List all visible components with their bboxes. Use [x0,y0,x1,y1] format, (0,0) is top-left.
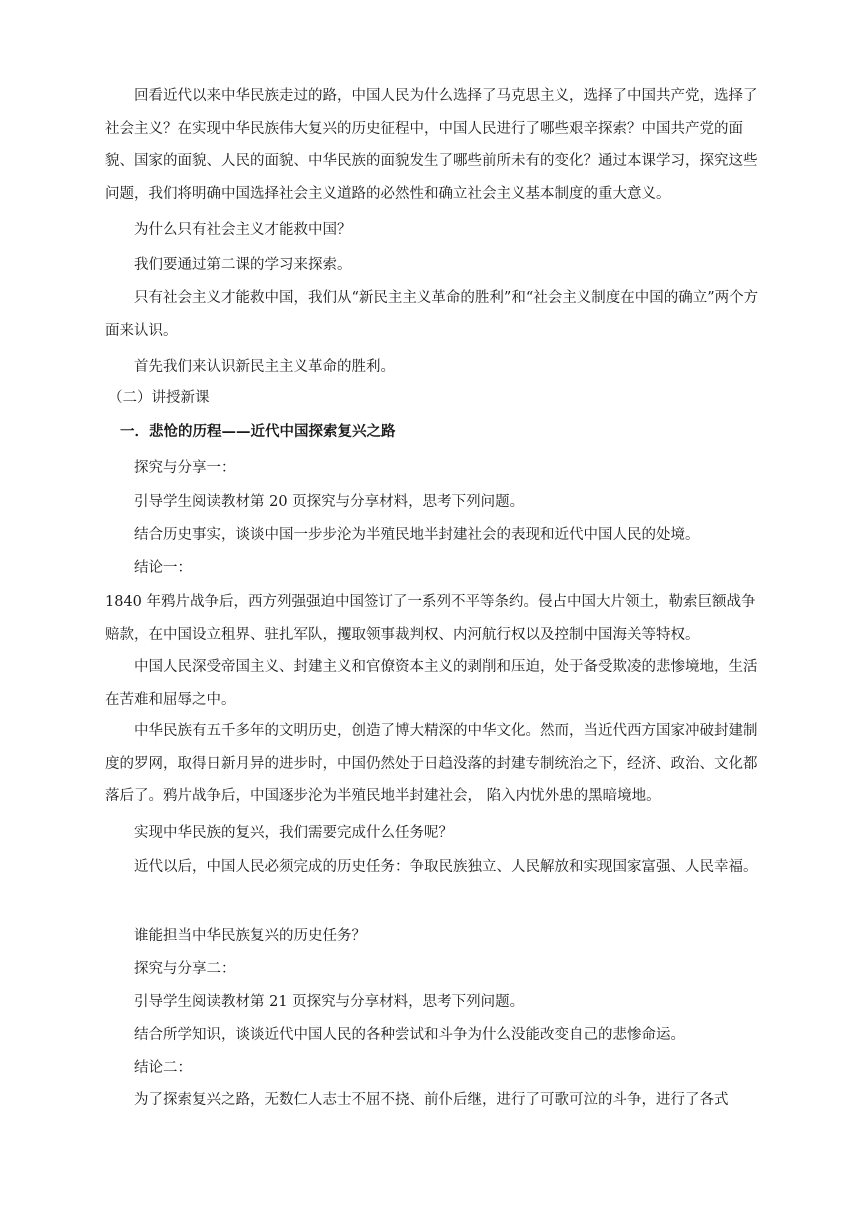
paragraph-1840: 1840 年鸦片战争后，西方列强强迫中国签订了一系列不平等条约。侵占中国大片领土，勒索巨额战争赔款，在中国设立租界、驻扎军队，攫取领事裁判权、内河航行权以及控制中国海关等特权。 [105,594,756,643]
paragraph-struggle: 为了探索复兴之路，无数仁人志士不屈不挠、前仆后继，进行了可歌可泣的斗争，进行了各式 [134,1092,729,1108]
paragraph-two-aspects: 只有社会主义才能救中国，我们从“新民主主义革命的胜利”和“社会主义制度在中国的确立”两个方面来认识。 [105,290,759,339]
paragraph-task-2: 结合所学知识，谈谈近代中国人民的各种尝试和斗争为什么没能改变自己的悲惨命运。 [134,1027,685,1043]
paragraph-oppression: 中国人民深受帝国主义、封建主义和官僚资本主义的剥削和压迫，处于备受欺凌的悲惨境地，生活在苦难和屈辱之中。 [105,659,758,708]
paragraph-task-1: 结合历史事实，谈谈中国一步步沦为半殖民地半封建社会的表现和近代中国人民的处境。 [134,527,700,543]
paragraph-task-question: 实现中华民族的复兴，我们需要完成什么任务呢？ [134,825,453,841]
paragraph-conclusion-2: 结论二： [134,1060,192,1076]
paragraph-question: 为什么只有社会主义才能救中国？ [134,222,352,238]
paragraph-guide-2: 引导学生阅读教材第 21 页探究与分享材料，思考下列问题。 [134,994,525,1010]
paragraph-civilization: 中华民族有五千多年的文明历史，创造了博大精深的中华文化。然而，当近代西方国家冲破封建制度的罗网，取得日新月异的进步时，中国仍然处于日趋没落的封建专制统治之下，经济、政治、文化都落后了。鸦片战争后，中国逐步沦为半殖民地半封建社会， 陷入内忧外患的黑暗境地。 [105,723,758,804]
bold-heading: 一．悲怆的历程——近代中国探索复兴之路 [120,423,396,440]
paragraph-conclusion-1: 结论一： [134,560,192,576]
paragraph-intro: 回看近代以来中华民族走过的路，中国人民为什么选择了马克思主义，选择了中国共产党，选择了社会主义？在实现中华民族伟大复兴的历史征程中，中国人民进行了哪些艰辛探索？中国共产党的面貌、国家的面貌、人民的面貌、中华民族的面貌发生了哪些前所未有的变化？通过本课学习，探究这些问题，我们将明确中国选择社会主义道路的必然性和确立社会主义基本制度的重大意义。 [105,88,758,202]
section-heading: （二）讲授新课 [108,390,210,406]
paragraph-who-question: 谁能担当中华民族复兴的历史任务？ [134,928,366,944]
paragraph-first: 首先我们来认识新民主主义革命的胜利。 [134,359,395,375]
paragraph-explore-share-1: 探究与分享一： [134,460,236,476]
paragraph-guide-1: 引导学生阅读教材第 20 页探究与分享材料，思考下列问题。 [134,494,525,510]
paragraph-historic-task: 近代以后，中国人民必须完成的历史任务：争取民族独立、人民解放和实现国家富强、人民幸福。 [134,859,758,875]
paragraph-explore-share-2: 探究与分享二： [134,961,236,977]
paragraph-explore: 我们要通过第二课的学习来探索。 [134,257,352,273]
